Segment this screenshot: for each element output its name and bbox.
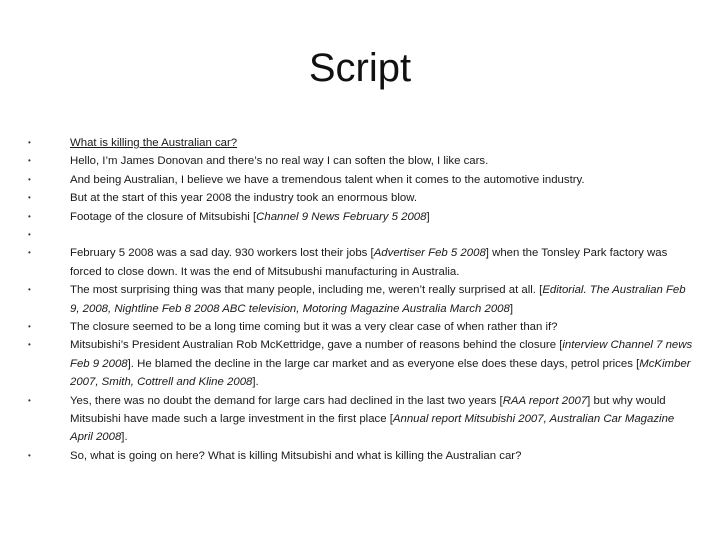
script-line	[28, 134, 696, 152]
bullet-icon: •	[28, 248, 31, 258]
bullet-icon: •	[28, 138, 31, 147]
bullet-icon: •	[28, 211, 31, 221]
slide-title: Script	[308, 46, 412, 90]
script-line	[28, 226, 696, 244]
script-bullet-list	[28, 134, 696, 465]
script-line	[28, 208, 696, 226]
script-text: Mitsubishi’s President Australian Rob McKettridge, gave a number of reasons behind the closure [	[70, 339, 563, 352]
script-text: The most surprising thing was that many people, including me, weren’t really surprised at all. [	[70, 284, 543, 297]
citation-text: Annual report Mitsubishi 2007, Australian Car Magazine April 2008	[70, 413, 675, 444]
bullet-icon: •	[28, 285, 31, 295]
bullet-icon: •	[28, 450, 31, 460]
script-text: So, what is going on here? What is killing Mitsubishi and what is killing the Australian car?	[70, 449, 522, 462]
script-text: ] when the Tonsley Park factory was forced to close down. It was the end of Mitsubushi manufacturing in Australia.	[70, 247, 668, 278]
script-text: But at the start of this year 2008 the industry took an enormous blow.	[70, 192, 417, 205]
script-text: Hello, I’m James Donovan and there’s no real way I can soften the blow, I like cars.	[70, 155, 489, 168]
citation-text: Editorial. The Australian Feb 9, 2008, Nightline Feb 8 2008 ABC television, Motoring Magazine Australia March 2008	[70, 284, 686, 315]
bullet-icon: •	[28, 340, 31, 350]
script-text: ]	[426, 210, 430, 223]
script-line	[28, 447, 696, 465]
script-text: Footage of the closure of Mitsubishi [	[70, 210, 257, 223]
script-text: What is killing the Australian car?	[70, 137, 238, 149]
script-line	[28, 189, 696, 207]
script-text: ].	[252, 376, 259, 389]
bullet-icon: •	[28, 174, 31, 184]
script-text: Yes, there was no doubt the demand for large cars had declined in the last two years [	[70, 394, 503, 407]
script-line	[28, 318, 696, 336]
bullet-icon: •	[28, 395, 31, 405]
script-text: ].	[121, 431, 128, 444]
script-text: ] but why would Mitsubishi have made such a large investment in the first place [	[70, 394, 666, 426]
citation-text: interview Channel 7 news Feb 9 2008	[70, 339, 693, 370]
script-line	[28, 171, 696, 189]
citation-text: RAA report 2007	[502, 394, 588, 407]
script-text: The closure seemed to be a long time coming but it was a very clear case of when rather than if?	[70, 321, 558, 334]
script-text: And being Australian, I believe we have a tremendous talent when it comes to the automotive industry.	[70, 173, 585, 186]
bullet-icon: •	[28, 230, 31, 240]
script-text: ]	[509, 302, 514, 315]
citation-text: McKimber 2007, Smith, Cottrell and Kline 2008	[70, 357, 691, 389]
bullet-icon: •	[28, 322, 31, 332]
bullet-icon: •	[28, 156, 31, 166]
citation-text: Advertiser Feb 5 2008	[373, 247, 486, 260]
script-line	[28, 281, 696, 318]
script-line	[28, 336, 696, 391]
script-line	[28, 244, 696, 281]
bullet-icon: •	[28, 193, 31, 203]
citation-text: Channel 9 News February 5 2008	[256, 210, 427, 223]
script-text: February 5 2008 was a sad day. 930 workers lost their jobs [	[70, 247, 374, 260]
script-line	[28, 152, 696, 170]
script-line	[28, 392, 696, 447]
script-text: ]. He blamed the decline in the large car market and as everyone else does these days, petrol prices [	[127, 357, 640, 370]
